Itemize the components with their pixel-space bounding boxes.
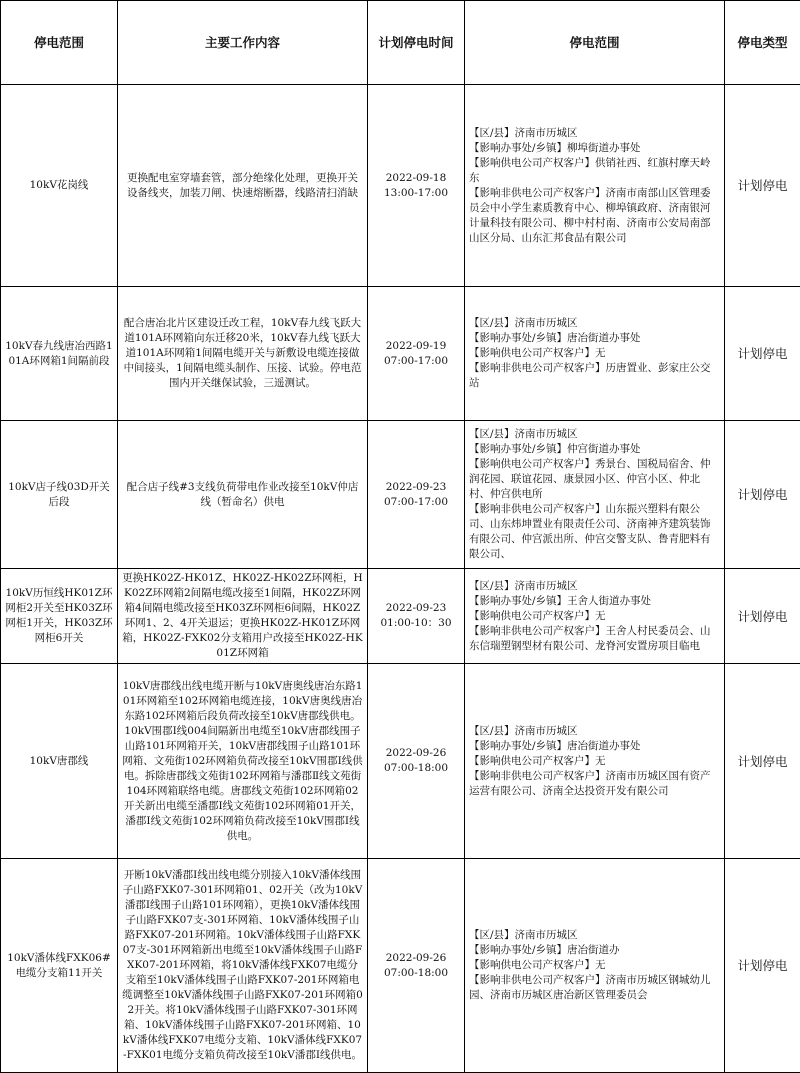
- line-name: 10kV潘体线FXK06#电缆分支箱11开关: [1, 859, 118, 1073]
- outage-scope: [465, 569, 725, 664]
- line-name: 10kV历恒线HK01Z环网柜2开关至HK03Z环网柜1开关，HK03Z环网柜6开关: [1, 569, 118, 664]
- line-name: 10kV春九线唐冶西路101A环网箱1间隔前段: [1, 287, 118, 421]
- scope-line: 【影响办事处/乡镇】唐冶街道办事处: [469, 332, 641, 344]
- table-row: [1, 664, 800, 859]
- outage-type: 计划停电: [725, 859, 800, 1073]
- planned-date: 2022-09-23: [385, 602, 447, 614]
- scope-line: 【影响办事处/乡镇】王舍人街道办事处: [469, 594, 652, 607]
- planned-hours: 13:00-17:00: [383, 186, 449, 199]
- scope-line: 【影响供电公司产权客户】供销社西、红旗村摩天岭东: [469, 156, 711, 184]
- scope-line: 【影响非供电公司产权客户】山东振兴塑料有限公司、山东炜坤置业有限责任公司、济南神齐建筑装饰有限公司、仲宫派出所、仲宫交警支队、鲁青肥料有限公司、: [469, 503, 711, 560]
- scope-line: 【影响供电公司产权客户】无: [469, 609, 606, 622]
- line-name: 10kV店子线03D开关后段: [1, 421, 118, 569]
- scope-line: 【影响供电公司产权客户】无: [469, 347, 606, 359]
- header-outage-scope: 停电范围: [465, 1, 725, 85]
- scope-line: 【影响供电公司产权客户】无: [469, 959, 606, 971]
- planned-date: 2022-09-23: [385, 480, 447, 493]
- scope-line: 【影响供电公司产权客户】无: [469, 754, 606, 767]
- scope-line: 【区/县】济南市历城区: [469, 317, 578, 329]
- scope-line: 【影响非供电公司产权客户】济南市南部山区管理委员会中小学生素质教育中心、柳埠镇政府、济南银河计量科技有限公司、柳中村村南、济南市公安局南部山区分局、山东汇邦食品有限公司: [469, 186, 711, 244]
- outage-scope: [465, 287, 725, 421]
- outage-type: 计划停电: [725, 287, 800, 421]
- scope-line: 【区/县】济南市历城区: [469, 724, 578, 737]
- header-outage-range: 停电范围: [1, 1, 118, 85]
- planned-time: [368, 421, 465, 569]
- planned-time: [368, 287, 465, 421]
- header-row: [1, 1, 800, 85]
- outage-type: 计划停电: [725, 569, 800, 664]
- work-content: 配合唐冶北片区建设迁改工程，10kV春九线飞跃大道101A环网箱向东迁移20米，10kV春九线飞跃大道101A环网箱1间隔电缆开关与新敷设电缆连接做中间接头，1间隔电缆头制作、压接、试验。停电范围内开关继保试验，三遥测试。: [118, 287, 368, 421]
- scope-line: 【影响办事处/乡镇】唐冶街道办事处: [469, 739, 641, 752]
- table-row: [1, 569, 800, 664]
- scope-line: 【区/县】济南市历城区: [469, 126, 578, 139]
- planned-hours: 07:00-17:00: [383, 354, 449, 367]
- planned-hours: 07:00-17:00: [383, 495, 449, 508]
- scope-line: 【影响非供电公司产权客户】王舍人村民委员会、山东信瑞塑钢型材有限公司、龙脊河安置房项目临电: [469, 624, 711, 652]
- planned-date: 2022-09-19: [385, 339, 447, 352]
- work-content: 更换配电室穿墙套管，部分绝缘化处理，更换开关设备线夹，加装刀闸、快速熔断器，线路清扫消缺: [118, 85, 368, 287]
- scope-line: 【影响办事处/乡镇】仲宫街道办事处: [469, 443, 641, 455]
- header-main-work: 主要工作内容: [118, 1, 368, 85]
- scope-line: 【区/县】济南市历城区: [469, 579, 578, 592]
- work-content: 10kV唐郡线出线电缆开断与10kV唐奥线唐冶东路101环网箱至102环网箱电缆连接，10kV唐奥线唐冶东路102环网箱后段负荷改接至10kV唐郡线供电。10kV围郡I线004间隔新出电缆至10kV唐郡线围子山路101环网箱开关，10kV唐郡线围子山路101环网箱、文苑街102环网箱负荷改接至10kV围郡I线供电。拆除唐郡线文苑街102环网箱与潘郡Ⅱ线文苑街104环网箱联络电缆。唐郡线文苑街102环网箱02开关新出电缆至潘郡I线文苑街102环网箱01开关，潘郡I线文苑街102环网箱负荷改接至10kV围郡I线供电。: [118, 664, 368, 859]
- planned-date: 2022-09-26: [385, 951, 447, 964]
- scope-line: 【影响非供电公司产权客户】历唐置业、彭家庄公交站: [469, 362, 711, 389]
- scope-line: 【区/县】济南市历城区: [469, 929, 578, 941]
- scope-line: 【影响办事处/乡镇】柳埠街道办事处: [469, 141, 641, 154]
- outage-type: 计划停电: [725, 664, 800, 859]
- header-planned-time: 计划停电时间: [368, 1, 465, 85]
- table-row: [1, 287, 800, 421]
- scope-line: 【区/县】济南市历城区: [469, 428, 578, 440]
- work-content: 更换HK02Z-HK01Z、HK02Z-HK02Z环网柜，HK02Z环网箱2间隔电缆改接至1间隔，HK02Z环网箱4间隔电缆改接至HK03Z环网柜6间隔，HK02Z环网1、2、4开关退运；更换HK02Z-HK01Z环网箱，HK02Z-FXK02分支箱用户改接至HK02Z-HK01Z环网箱: [118, 569, 368, 664]
- outage-scope: [465, 859, 725, 1073]
- scope-line: 【影响供电公司产权客户】秀景台、国税局宿舍、仲润花园、联谊花园、康景园小区、仲宫小区、仲北村、仲宫供电所: [469, 458, 711, 500]
- planned-hours: 01:00-10：30: [380, 617, 452, 629]
- table-row: [1, 85, 800, 287]
- scope-line: 【影响办事处/乡镇】唐冶街道办: [469, 944, 620, 956]
- outage-scope: [465, 85, 725, 287]
- header-outage-type: 停电类型: [725, 1, 800, 85]
- outage-type: 计划停电: [725, 421, 800, 569]
- work-content: 配合店子线#3支线负荷带电作业改接至10kV仲店线（暂命名）供电: [118, 421, 368, 569]
- outage-type: 计划停电: [725, 85, 800, 287]
- planned-time: [368, 859, 465, 1073]
- planned-hours: 07:00-18:00: [383, 762, 449, 774]
- planned-hours: 07:00-18:00: [383, 966, 449, 979]
- planned-time: [368, 85, 465, 287]
- outage-scope: [465, 421, 725, 569]
- work-content: 开断10kV潘郡I线出线电缆分别接入10kV潘体线围子山路FXK07-301环网箱01、02开关（改为10kV潘郡I线围子山路101环网箱），更换10kV潘体线围子山路FXK07支-301环网箱、10kV潘体线围子山路FXK07-201环网箱。10kV潘体线围子山路FXK07支-301环网箱新出电缆至10kV潘体线围子山路FXK07-201环网箱，将10kV潘体线FXK07电缆分支箱至10kV潘体线围子山路FXK07-201环网箱电缆调整至10kV潘体线围子山路FXK07-201环网箱02开关。将10kV潘体线围子山路FXK07-301环网箱、10kV潘体线围子山路FXK07-201环网箱、10kV潘体线FXK07电缆分支箱、10kV潘体线FXK07-FXK01电缆分支箱负荷改接至10kV潘郡I线供电。: [118, 859, 368, 1073]
- line-name: 10kV唐郡线: [1, 664, 118, 859]
- table-row: [1, 859, 800, 1073]
- planned-date: 2022-09-18: [385, 171, 447, 184]
- planned-time: [368, 664, 465, 859]
- scope-line: 【影响非供电公司产权客户】济南市历城区钢城幼儿园、济南市历城区唐冶新区管理委员会: [469, 974, 711, 1001]
- line-name: 10kV花岗线: [1, 85, 118, 287]
- planned-time: [368, 569, 465, 664]
- outage-scope: [465, 664, 725, 859]
- table-row: [1, 421, 800, 569]
- planned-date: 2022-09-26: [385, 747, 447, 759]
- scope-line: 【影响非供电公司产权客户】济南市历城区国有资产运营有限公司、济南全达投资开发有限公司: [469, 769, 711, 797]
